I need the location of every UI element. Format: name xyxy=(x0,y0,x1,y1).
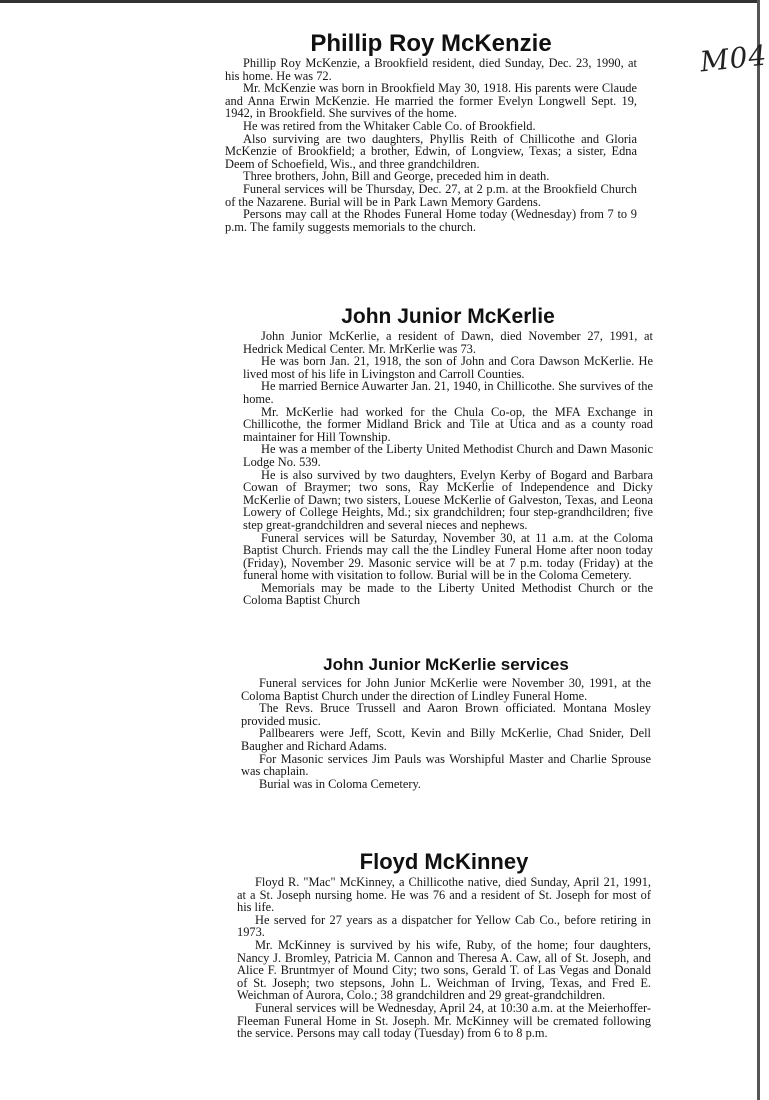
obituary-paragraph: Funeral services will be Thursday, Dec. 27, at 2 p.m. at the Brookfield Church of the Nazarene. Burial will be in Park Lawn Memory Gardens. xyxy=(225,181,637,209)
obituary-paragraph: He married Bernice Auwarter Jan. 21, 1940, in Chillicothe. She survives of the home. xyxy=(243,379,653,406)
obituary-phillip-roy-mckenzie xyxy=(225,30,637,233)
obituary-paragraph: Pallbearers were Jeff, Scott, Kevin and Billy McKerlie, Chad Snider, Dell Baugher and Richard Adams. xyxy=(241,726,651,753)
obituary-paragraph: For Masonic services Jim Pauls was Worshipful Master and Charlie Sprouse was chaplain. xyxy=(241,751,651,779)
obituary-paragraph: He was born Jan. 21, 1918, the son of John and Cora Dawson McKerlie. He lived most of his life in Livingston and Carroll Counties. xyxy=(243,354,653,381)
obituary-paragraph: He was retired from the Whitaker Cable Co. of Brookfield. xyxy=(243,118,536,133)
obituary-floyd-mckinney xyxy=(237,848,651,1040)
obituary-paragraph: Three brothers, John, Bill and George, preceded him in death. xyxy=(243,169,550,184)
obituary-heading: John Junior McKerlie xyxy=(341,305,555,328)
obituary-heading: Phillip Roy McKenzie xyxy=(310,30,552,57)
obituary-mckerlie-services xyxy=(241,654,651,790)
obituary-paragraph: Funeral services for John Junior McKerlie were November 30, 1991, at the Coloma Baptist Church under the direction of Lindley Funeral Home. xyxy=(241,676,651,703)
page-edge-right xyxy=(757,0,760,1100)
obituary-paragraph: John Junior McKerlie, a resident of Dawn, died November 27, 1991, at Hedrick Medical Center. Mr. MrKerlie was 73. xyxy=(243,329,653,356)
obituary-heading: John Junior McKerlie services xyxy=(323,655,569,674)
obituary-paragraph: Burial was in Coloma Cemetery. xyxy=(259,776,421,791)
obituary-paragraph: Mr. McKerlie had worked for the Chula Co-op, the MFA Exchange in Chillicothe, the former Midland Brick and Tile at Utica and as a county road maintainer for Hill Township. xyxy=(243,404,653,444)
handwritten-margin-note: M04 xyxy=(698,38,769,79)
obituary-paragraph: Floyd R. "Mac" McKinney, a Chillicothe native, died Sunday, April 21, 1991, at a St. Joseph nursing home. He was 76 and a resident of St. Joseph for most of his life. xyxy=(237,875,651,915)
obituary-paragraph: Mr. McKenzie was born in Brookfield May 30, 1918. His parents were Claude and Anna Erwin McKenzie. He married the former Evelyn Longwell Sept. 19, 1942, in Brookfield. She survives of the home. xyxy=(225,81,637,121)
obituary-paragraph: He is also survived by two daughters, Evelyn Kerby of Bogard and Barbara Cowan of Braymer; two sons, Ray McKerlie of Independence and Dicky McKerlie of Dawn; two sisters, Louese McKerlie of Galveston, Texas, and Leona Lowery of College Heights, Md.; six grandchildren; four step-grandhcildren; five step great-grandchildren and several nieces and nephews. xyxy=(243,467,653,532)
obituary-paragraph: He was a member of the Liberty United Methodist Church and Dawn Masonic Lodge No. 539. xyxy=(243,442,653,469)
obituary-paragraph: Funeral services will be Wednesday, April 24, at 10:30 a.m. at the Meierhoffer-Fleeman Funeral Home in St. Joseph. Mr. McKinney will be cremated following the service. Persons may call today (Tuesday) from 6 to 8 p.m. xyxy=(237,1000,651,1041)
obituary-john-junior-mckerlie xyxy=(243,304,653,607)
obituary-paragraph: The Revs. Bruce Trussell and Aaron Brown officiated. Montana Mosley provided music. xyxy=(241,701,651,728)
obituary-paragraph: Also surviving are two daughters, Phyllis Reith of Chillicothe and Gloria McKenzie of Brookfield; a brother, Edwin, of Longview, Texas; a sister, Edna Deem of Schoefield, Wis., and three grandchildren. xyxy=(225,131,637,171)
obituary-paragraph: He served for 27 years as a dispatcher for Yellow Cab Co., before retiring in 1973. xyxy=(237,912,651,940)
obituary-heading: Floyd McKinney xyxy=(359,849,529,874)
obituary-paragraph: Persons may call at the Rhodes Funeral Home today (Wednesday) from 7 to 9 p.m. The family suggests memorials to the church. xyxy=(225,207,637,234)
obituary-paragraph: Mr. McKinney is survived by his wife, Ruby, of the home; four daughters, Nancy J. Bromley, Patricia M. Cannon and Theresa A. Caw, all of St. Joseph, and Alice F. Bruntmyer of Mound City; two sons, Gerald T. of Las Vegas and Donald of St. Joseph; two stepsons, John L. Weichman of Irving, Texas, and Fred E. Weichman of Aurora, Colo.; 38 grandchildren and 29 great-grandchildren. xyxy=(237,937,651,1003)
obituary-paragraph: Phillip Roy McKenzie, a Brookfield resident, died Sunday, Dec. 23, 1990, at his home. He was 72. xyxy=(225,56,637,83)
obituary-paragraph: Memorials may be made to the Liberty United Methodist Church or the Coloma Baptist Church xyxy=(243,580,653,608)
page-edge-top xyxy=(0,0,760,3)
obituary-paragraph: Funeral services will be Saturday, November 30, at 11 a.m. at the Coloma Baptist Church. Friends may call the the Lindley Funeral Home after noon today (Friday), November 29. Masonic service will be at 7 p.m. today (Friday) at the funeral home with visitation to follow. Burial will be in the Coloma Cemetery. xyxy=(243,530,653,583)
